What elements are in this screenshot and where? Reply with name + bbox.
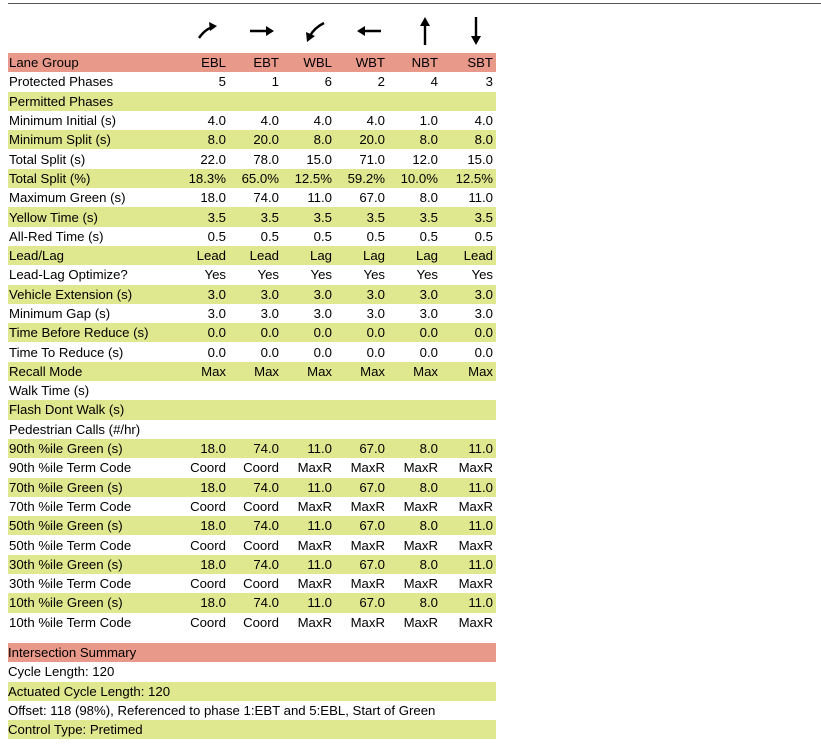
table-row [8, 265, 496, 284]
cell-wbl: 11.0 [307, 518, 332, 534]
row-label: 50th %ile Term Code [9, 537, 132, 553]
cell-wbt: 0.0 [366, 344, 385, 360]
cell-wbl: 3.5 [313, 209, 332, 225]
cell-ebt: 78.0 [253, 151, 279, 167]
table-row [8, 381, 496, 400]
table-row [8, 400, 496, 419]
row-label: Protected Phases [9, 74, 114, 90]
cell-sbt: 11.0 [468, 595, 493, 611]
cell-ebl: 18.0 [200, 479, 226, 495]
table-row [8, 613, 496, 632]
cell-ebt: Max [254, 363, 279, 379]
cell-ebl: Coord [190, 576, 226, 592]
cell-ebt: 3.5 [260, 209, 279, 225]
cell-wbl: Lag [309, 248, 332, 264]
cell-wbl: MaxR [297, 576, 332, 592]
row-label: Walk Time (s) [9, 383, 90, 399]
cell-nbt: 1.0 [419, 113, 438, 129]
cell-ebl: Coord [190, 537, 226, 553]
northbound-through-arrow-icon [410, 14, 440, 48]
table-row [8, 323, 496, 342]
cell-wbt: MaxR [350, 576, 385, 592]
row-label: Total Split (s) [9, 151, 86, 167]
table-row [8, 227, 496, 246]
cell-wbt: 3.5 [366, 209, 385, 225]
cell-ebt: 0.5 [260, 228, 279, 244]
row-label: Total Split (%) [9, 170, 91, 186]
table-body [8, 72, 496, 632]
header-cell-wbl: WBL [303, 55, 332, 71]
cell-nbt: 4 [430, 74, 438, 90]
cell-ebl: 18.0 [200, 556, 226, 572]
control-type: Control Type: Pretimed [8, 720, 496, 739]
cell-sbt: 0.5 [474, 228, 493, 244]
row-label: Maximum Green (s) [9, 190, 126, 206]
cell-nbt: 12.0 [412, 151, 438, 167]
cell-sbt: Lead [463, 248, 493, 264]
row-label: Minimum Initial (s) [9, 113, 116, 129]
cell-wbt: MaxR [350, 498, 385, 514]
table-row [8, 555, 496, 574]
row-label: 10th %ile Green (s) [9, 595, 123, 611]
header-cell-ebl: EBL [201, 55, 226, 71]
cell-nbt: 3.0 [419, 286, 438, 302]
cell-ebt: Coord [243, 498, 279, 514]
row-label: Yellow Time (s) [9, 209, 98, 225]
cell-wbt: 3.0 [366, 286, 385, 302]
summary-title: Intersection Summary [8, 643, 496, 662]
cell-wbt: MaxR [350, 460, 385, 476]
cell-sbt: MaxR [458, 460, 493, 476]
cell-ebl: 5 [218, 74, 226, 90]
cell-wbt: 71.0 [359, 151, 385, 167]
cell-sbt: 8.0 [474, 132, 493, 148]
cell-sbt: 3.0 [474, 306, 493, 321]
cell-ebl: 0.5 [207, 228, 226, 244]
cell-wbt: 0.5 [366, 228, 385, 244]
southbound-through-arrow-icon [461, 14, 491, 48]
table-row [8, 458, 496, 477]
cell-nbt: Yes [416, 267, 438, 283]
actuated-cycle-length: Actuated Cycle Length: 120 [8, 682, 496, 701]
row-label: Flash Dont Walk (s) [9, 402, 125, 418]
cell-sbt: 11.0 [468, 190, 493, 206]
cell-ebl: 18.0 [200, 441, 226, 457]
intersection-summary [8, 643, 496, 739]
table-row [8, 285, 496, 304]
header-cell-ebt: EBT [253, 55, 279, 71]
table-row [8, 304, 496, 323]
cell-ebl: Coord [190, 498, 226, 514]
cell-wbl: 8.0 [313, 132, 332, 148]
cell-wbl: 11.0 [307, 556, 332, 572]
cell-ebt: 74.0 [253, 190, 279, 206]
westbound-through-arrow-icon [354, 14, 384, 48]
row-label: Vehicle Extension (s) [9, 286, 133, 302]
table-row [8, 362, 496, 381]
cell-ebl: 0.0 [207, 344, 226, 360]
cell-ebt: Yes [257, 267, 279, 283]
cell-sbt: 11.0 [468, 441, 493, 457]
header-label: Lane Group [9, 55, 79, 71]
cell-wbt: 67.0 [359, 441, 385, 457]
cell-wbl: Yes [310, 267, 332, 283]
cell-ebl: Max [201, 363, 226, 379]
cell-sbt: 3.0 [474, 286, 493, 302]
cell-ebl: 3.0 [207, 306, 226, 321]
cell-wbl: MaxR [297, 614, 332, 630]
header-cell-nbt: NBT [411, 55, 438, 71]
cell-sbt: MaxR [458, 537, 493, 553]
movement-arrows [0, 14, 821, 48]
cell-sbt: 15.0 [467, 151, 493, 167]
cell-nbt: MaxR [403, 576, 438, 592]
cell-ebt: 0.0 [260, 344, 279, 360]
table-row [8, 342, 496, 361]
cell-ebl: 22.0 [200, 151, 226, 167]
row-label: 30th %ile Green (s) [9, 556, 123, 572]
cell-wbl: Max [307, 363, 332, 379]
cell-wbl: 15.0 [306, 151, 332, 167]
cell-wbl: 0.0 [313, 325, 332, 341]
cell-wbl: 11.0 [307, 441, 332, 457]
cell-ebt: 74.0 [253, 518, 279, 534]
table-row [8, 516, 496, 535]
cell-sbt: 3.5 [474, 209, 493, 225]
row-label: All-Red Time (s) [9, 228, 104, 244]
cell-ebl: Coord [190, 460, 226, 476]
table-row [8, 574, 496, 593]
cell-ebl: 0.0 [207, 325, 226, 341]
cell-nbt: MaxR [403, 498, 438, 514]
cell-nbt: 8.0 [419, 556, 438, 572]
table-row [8, 439, 496, 458]
table-row [8, 188, 496, 207]
cell-ebt: 0.0 [260, 325, 279, 341]
cell-wbl: 6 [324, 74, 332, 90]
cell-ebt: 65.0% [241, 170, 279, 186]
cell-sbt: MaxR [458, 498, 493, 514]
cell-wbt: 59.2% [347, 170, 385, 186]
cell-sbt: MaxR [458, 576, 493, 592]
cell-nbt: MaxR [403, 614, 438, 630]
cell-wbl: 11.0 [307, 479, 332, 495]
cell-ebl: Coord [190, 614, 226, 630]
table-header-row [8, 53, 496, 72]
cell-ebt: Coord [243, 460, 279, 476]
cell-wbt: MaxR [350, 537, 385, 553]
table-row [8, 593, 496, 612]
cell-sbt: 11.0 [468, 556, 493, 572]
cell-nbt: 0.5 [419, 228, 438, 244]
row-label: 70th %ile Green (s) [9, 479, 123, 495]
row-label: Pedestrian Calls (#/hr) [9, 421, 141, 437]
cell-wbt: 67.0 [359, 556, 385, 572]
cell-ebt: 74.0 [253, 479, 279, 495]
table-row [8, 535, 496, 554]
cell-sbt: 0.0 [474, 325, 493, 341]
cell-wbt: 20.0 [359, 132, 385, 148]
table-row [8, 420, 496, 439]
cell-sbt: 3 [485, 74, 493, 90]
cell-wbt: 67.0 [359, 479, 385, 495]
cell-sbt: 4.0 [474, 113, 493, 129]
cell-nbt: 8.0 [419, 518, 438, 534]
cell-ebt: 74.0 [253, 595, 279, 611]
row-label: Time To Reduce (s) [9, 344, 124, 360]
cell-nbt: Max [413, 363, 438, 379]
offset: Offset: 118 (98%), Referenced to phase 1:EBT and 5:EBL, Start of Green [8, 701, 821, 720]
cell-ebt: Coord [243, 537, 279, 553]
cell-ebt: 74.0 [253, 441, 279, 457]
cell-wbt: 67.0 [359, 518, 385, 534]
timing-table [8, 53, 496, 632]
cell-wbt: 4.0 [366, 113, 385, 129]
cell-ebl: Lead [196, 248, 226, 264]
cell-nbt: 8.0 [419, 479, 438, 495]
cycle-length: Cycle Length: 120 [8, 662, 496, 681]
westbound-left-turn-arrow-icon [300, 14, 330, 48]
cell-wbl: MaxR [297, 537, 332, 553]
row-label: 70th %ile Term Code [9, 498, 132, 514]
cell-nbt: 3.5 [419, 209, 438, 225]
cell-sbt: 12.5% [455, 170, 493, 186]
cell-wbl: 3.0 [313, 286, 332, 302]
cell-nbt: 10.0% [400, 170, 438, 186]
row-label: Lead-Lag Optimize? [9, 267, 128, 283]
row-label: 50th %ile Green (s) [9, 518, 123, 534]
row-label: Minimum Split (s) [9, 132, 111, 148]
eastbound-left-turn-arrow-icon [192, 14, 222, 48]
row-label: Recall Mode [9, 363, 83, 379]
cell-ebt: Coord [243, 614, 279, 630]
table-row [8, 246, 496, 265]
cell-ebl: 18.0 [200, 190, 226, 206]
cell-wbt: 67.0 [359, 190, 385, 206]
cell-wbt: 67.0 [359, 595, 385, 611]
cell-nbt: MaxR [403, 460, 438, 476]
table-row [8, 111, 496, 130]
row-label: Time Before Reduce (s) [9, 325, 149, 341]
row-label: 90th %ile Term Code [9, 460, 132, 476]
cell-nbt: 8.0 [419, 595, 438, 611]
cell-ebt: 1 [271, 74, 279, 90]
cell-ebl: Yes [204, 267, 226, 283]
cell-nbt: MaxR [403, 537, 438, 553]
cell-ebl: 8.0 [207, 132, 226, 148]
cell-ebt: 3.0 [260, 286, 279, 302]
cell-nbt: 8.0 [419, 132, 438, 148]
header-cell-wbt: WBT [355, 55, 385, 71]
cell-ebt: 3.0 [260, 306, 279, 321]
cell-ebl: 18.0 [200, 595, 226, 611]
cell-wbl: 3.0 [313, 306, 332, 321]
eastbound-through-arrow-icon [247, 14, 277, 48]
cell-wbl: MaxR [297, 460, 332, 476]
cell-wbl: 0.0 [313, 344, 332, 360]
cell-sbt: Yes [471, 267, 493, 283]
cell-wbl: 0.5 [313, 228, 332, 244]
cell-wbl: 11.0 [307, 190, 332, 206]
cell-wbt: Yes [363, 267, 385, 283]
cell-wbt: 2 [377, 74, 385, 90]
table-row [8, 149, 496, 168]
cell-wbl: MaxR [297, 498, 332, 514]
table-row [8, 478, 496, 497]
cell-nbt: Lag [415, 248, 438, 264]
cell-nbt: 8.0 [419, 190, 438, 206]
cell-ebl: 4.0 [207, 113, 226, 129]
cell-sbt: 11.0 [468, 479, 493, 495]
cell-ebl: 3.0 [207, 286, 226, 302]
cell-ebl: 18.3% [188, 170, 226, 186]
cell-ebt: 20.0 [253, 132, 279, 148]
cell-nbt: 0.0 [419, 344, 438, 360]
row-label: 30th %ile Term Code [9, 576, 132, 592]
row-label: Permitted Phases [9, 93, 114, 109]
cell-sbt: 0.0 [474, 344, 493, 360]
cell-ebl: 18.0 [200, 518, 226, 534]
cell-wbt: 3.0 [366, 306, 385, 321]
cell-wbt: MaxR [350, 614, 385, 630]
cell-ebt: 4.0 [260, 113, 279, 129]
header-cell-sbt: SBT [467, 55, 493, 71]
cell-wbl: 11.0 [307, 595, 332, 611]
cell-sbt: 11.0 [468, 518, 493, 534]
cell-nbt: 0.0 [419, 325, 438, 341]
cell-ebt: 74.0 [253, 556, 279, 572]
cell-wbl: 4.0 [313, 113, 332, 129]
cell-wbt: 0.0 [366, 325, 385, 341]
row-label: 90th %ile Green (s) [9, 441, 123, 457]
cell-nbt: 3.0 [419, 306, 438, 321]
cell-wbt: Max [360, 363, 385, 379]
table-row [8, 92, 496, 111]
table-row [8, 72, 496, 91]
cell-wbl: 12.5% [294, 170, 332, 186]
row-label: Minimum Gap (s) [9, 306, 111, 321]
cell-sbt: Max [468, 363, 493, 379]
cell-ebt: Lead [249, 248, 279, 264]
table-row [8, 497, 496, 516]
top-rule [8, 3, 821, 4]
table-row [8, 130, 496, 149]
table-row [8, 169, 496, 188]
row-label: 10th %ile Term Code [9, 614, 132, 630]
cell-ebl: 3.5 [207, 209, 226, 225]
row-label: Lead/Lag [9, 248, 65, 264]
table-row [8, 207, 496, 226]
cell-wbt: Lag [362, 248, 385, 264]
cell-nbt: 8.0 [419, 441, 438, 457]
cell-ebt: Coord [243, 576, 279, 592]
cell-sbt: MaxR [458, 614, 493, 630]
